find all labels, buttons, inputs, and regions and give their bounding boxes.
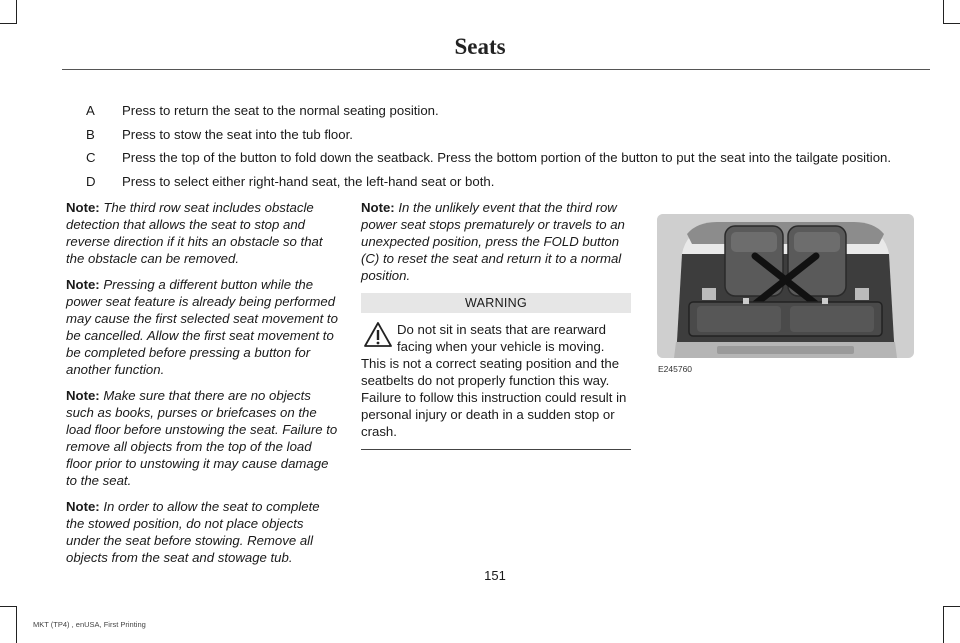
figure-code: E245760 <box>658 364 693 374</box>
note-label: Note: <box>66 499 100 514</box>
note-text: Pressing a different button while the power seat feature is already being performed may cause the first selected seat movement to be cancelled. Allow the first seat movement to be completed before pressing a button for another function. <box>66 277 338 377</box>
legend-key: B <box>86 126 95 142</box>
seat-stowed-illustration <box>657 214 914 358</box>
legend-item <box>86 103 936 127</box>
page-title: Seats <box>454 34 506 59</box>
legend-text: Press to select either right-hand seat, the left-hand seat or both. <box>122 173 495 189</box>
legend-item <box>86 174 936 198</box>
crop-mark <box>0 23 17 24</box>
header-divider <box>62 69 930 70</box>
note-label: Note: <box>66 277 100 292</box>
crop-mark <box>16 0 17 24</box>
note-text: In order to allow the seat to complete the stowed position, do not place objects under the seat before stowing. Remove all objects from the seat and stowage tub. <box>66 499 320 565</box>
footer-edition-text: MKT (TP4) , enUSA, First Printing <box>33 620 146 629</box>
note-paragraph <box>66 276 338 378</box>
legend-text: Press to stow the seat into the tub floor. <box>122 126 353 142</box>
notes-column-left <box>66 199 338 575</box>
crop-mark <box>0 606 17 607</box>
button-legend <box>86 103 936 197</box>
legend-text: Press the top of the button to fold down the seatback. Press the bottom portion of the button to put the seat into the tailgate position. <box>122 150 892 165</box>
legend-key: A <box>86 103 95 118</box>
note-label: Note: <box>66 200 100 215</box>
crop-mark <box>16 606 17 643</box>
note-paragraph <box>66 498 338 566</box>
crop-mark <box>943 606 944 643</box>
cargo-area-icon <box>657 214 914 358</box>
legend-text: Press to return the seat to the normal seating position. <box>122 103 439 118</box>
warning-divider <box>361 449 631 450</box>
note-paragraph <box>361 199 631 284</box>
legend-item <box>86 127 936 151</box>
note-paragraph <box>66 199 338 267</box>
crop-mark <box>943 23 960 24</box>
crop-mark <box>943 606 960 607</box>
note-text: The third row seat includes obstacle detection that allows the seat to stop and reverse direction if it hits an obstacle so that the obstacle can be removed. <box>66 200 323 266</box>
warning-box <box>361 321 631 440</box>
note-text: Make sure that there are no objects such as books, purses or briefcases on the load floor before unstowing the seat. Failure to remove all objects from the top of the load floor prior to unstowing it may cause damage to the seat. <box>66 388 338 488</box>
crop-mark <box>943 0 944 24</box>
legend-item <box>86 150 936 174</box>
warning-triangle-icon <box>363 321 393 349</box>
notes-column-middle <box>361 199 631 450</box>
legend-key: D <box>86 173 96 189</box>
note-text: In the unlikely event that the third row power seat stops prematurely or travels to an unexpected position, press the FOLD button (C) to reset the seat and return it to a normal position. <box>361 200 625 283</box>
note-label: Note: <box>66 388 100 403</box>
note-paragraph <box>66 387 338 489</box>
legend-key: C <box>86 150 96 165</box>
page-number: 151 <box>484 568 506 583</box>
warning-text: Do not sit in seats that are rearward facing when your vehicle is moving. This is not a correct seating position and the seatbelts do not properly function this way. Failure to follow this instruction could result in personal injury or death in a sudden stop or crash. <box>361 322 627 439</box>
warning-heading: WARNING <box>361 293 631 313</box>
note-label: Note: <box>361 200 395 215</box>
